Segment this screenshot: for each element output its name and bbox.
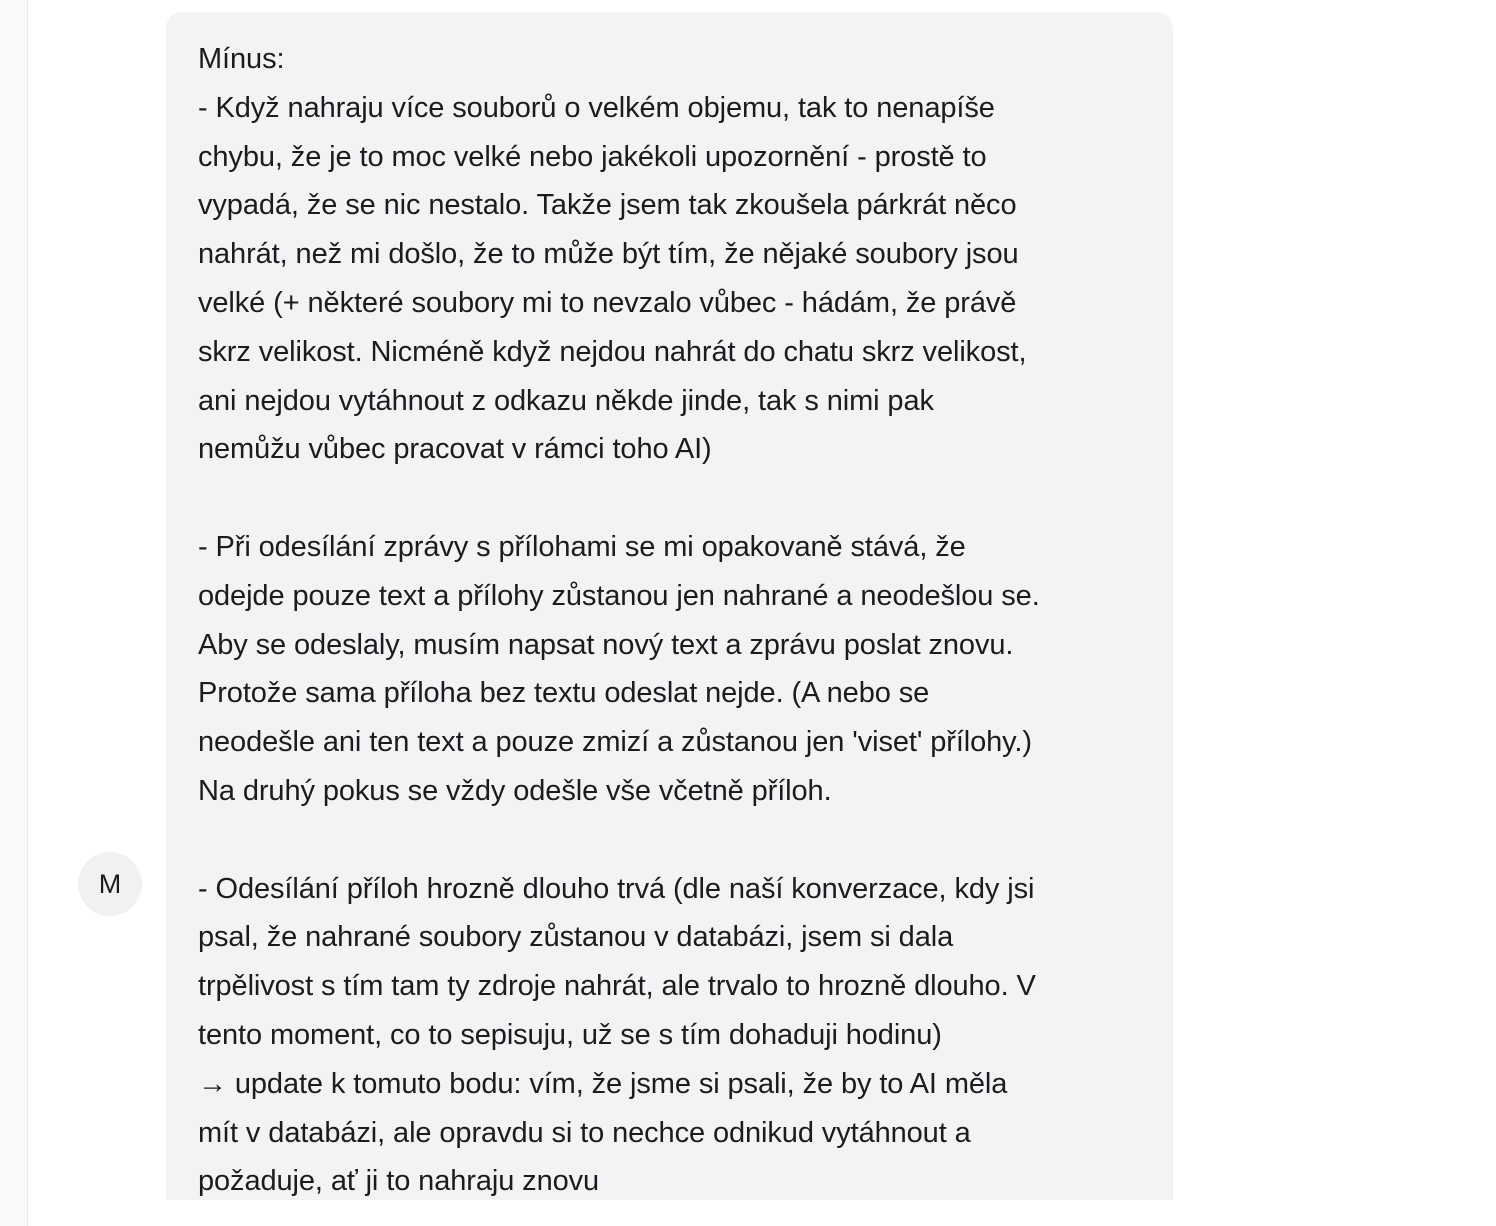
sidebar-rail (0, 0, 28, 1226)
message-text: Mínus: - Když nahraju více souborů o velkém objemu, tak to nenapíše chybu, že je to moc velké nebo jakékoli upozornění - prostě to vypadá, že se nic nestalo. Takže jsem tak zkoušela párkrát něco nahrát, než mi došlo, že to může být tím, že nějaké soubory jsou velké (+ některé soubory mi to nevzalo vůbec - hádám, že právě skrz velikost. Nicméně když nejdou nahrát do chatu skrz velikost, ani nejdou vytáhnout z odkazu někde jinde, tak s nimi pak nemůžu vůbec pracovat v rámci toho AI) - Při odesílání zprávy s přílohami se mi opakovaně stává, že odejde pouze text a přílohy zůstanou jen nahrané a neodešlou se. Aby se odeslaly, musím napsat nový text a zprávu poslat znovu. Protože sama příloha bez textu odeslat nejde. (A nebo se neodešle ani ten text a pouze zmizí a zůstanou jen 'viset' přílohy.) Na druhý pokus se vždy odešle vše včetně příloh. - Odesílání příloh hrozně dlouho trvá (dle naší konverzace, kdy jsi psal, že nahrané soubory zůstanou v databázi, jsem si dala trpělivost s tím tam ty zdroje nahrát, ale trvalo to hrozně dlouho. V tento moment, co to sepisuju, už se s tím dohaduji hodinu) → update k tomuto bodu: vím, že jsme si psali, že by to AI měla mít v databázi, ale opravdu si to nechce odnikud vytáhnout a požaduje, ať ji to nahraju znovu (198, 43, 1040, 1198)
avatar-initial: M (98, 868, 122, 899)
avatar (78, 852, 142, 916)
user-message-bubble (166, 12, 1173, 1200)
